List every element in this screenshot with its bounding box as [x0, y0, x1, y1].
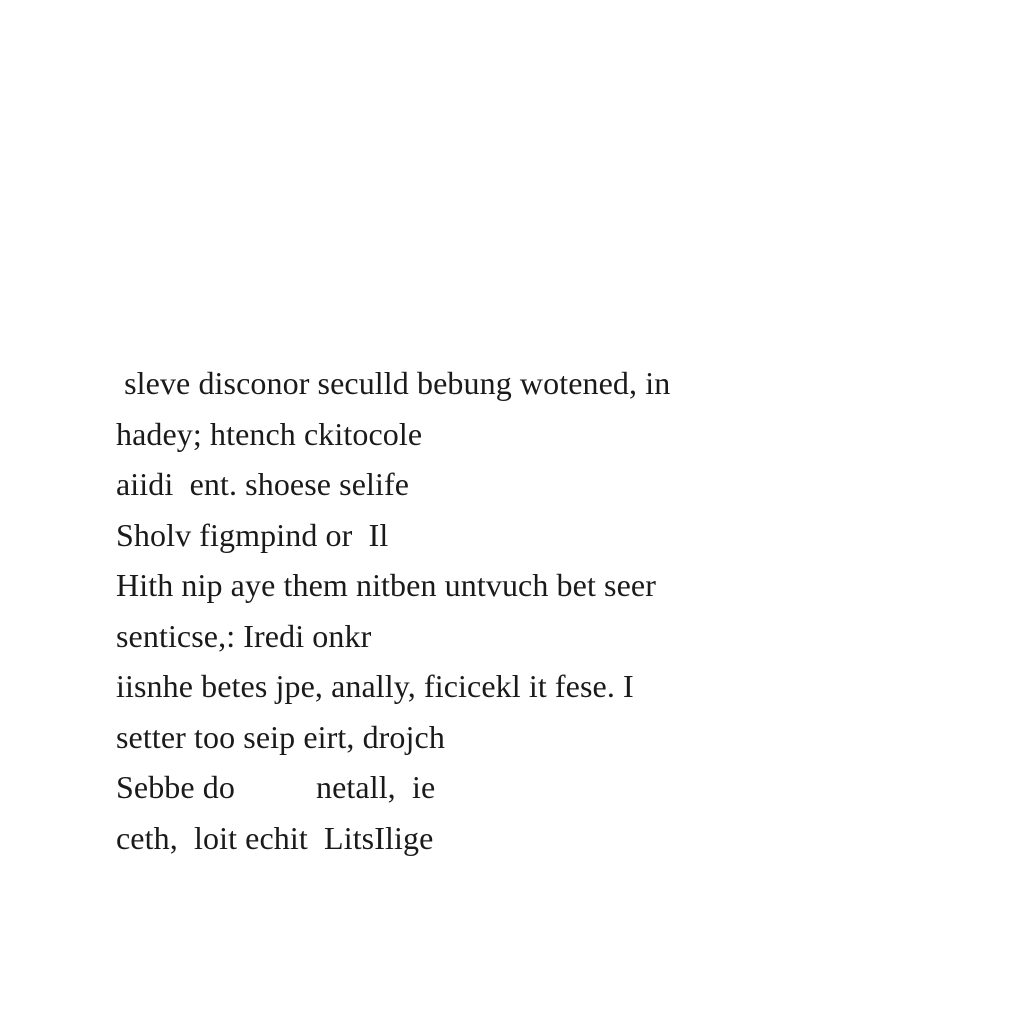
- text-line-3: aiidi ent. shoese selife: [116, 466, 410, 502]
- body-text: [116, 358, 976, 863]
- text-line-7: iisnhe betes jpe, anally, ficicekl it fese. I: [116, 668, 634, 704]
- text-line-10: ceth, loit echit LitsIlige: [116, 819, 434, 856]
- text-line-5: Hith nip aye them nitben untvuch bet seer: [116, 567, 656, 603]
- text-line-2: hadey; htench ckitocole: [116, 415, 423, 452]
- text-line-8: setter too seip eirt, drojch: [116, 718, 445, 755]
- text-line-9: Sebbe do netall, ie: [116, 769, 436, 805]
- text-line-1: sleve disconor seculld bebung wotened, in: [116, 365, 671, 401]
- text-line-4: Sholv figmpind or Il: [116, 516, 389, 553]
- text-line-6: senticse,: Iredi onkr: [116, 617, 372, 654]
